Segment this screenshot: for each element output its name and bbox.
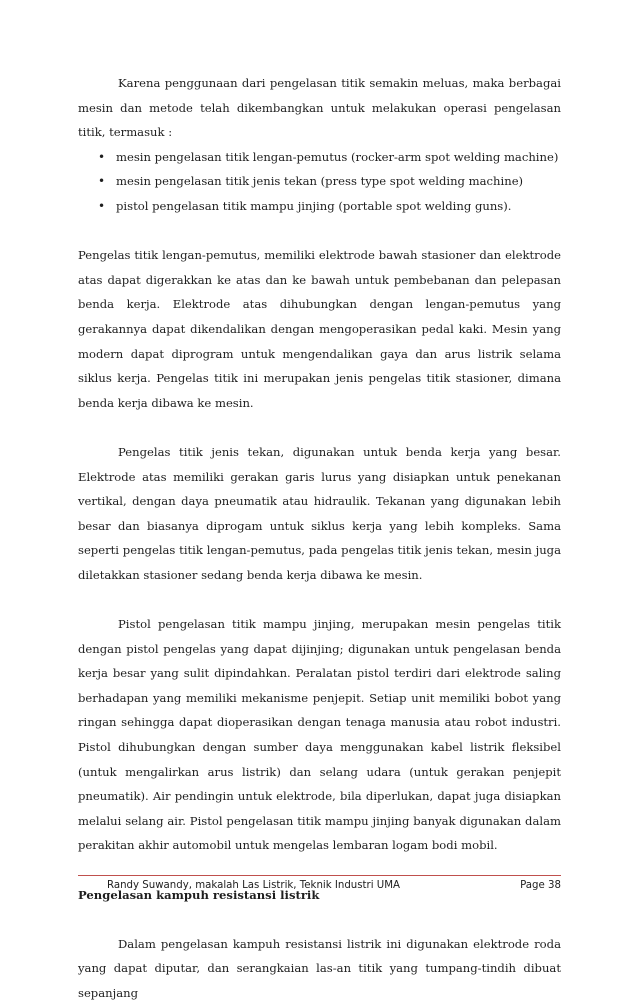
spacer <box>78 907 561 932</box>
list-item <box>78 169 561 194</box>
paragraph-intro: Karena penggunaan dari pengelasan titik semakin meluas, maka berbagai mesin dan metode telah dikembangkan untuk melakukan operasi pengelasan titik, termasuk : <box>78 76 561 140</box>
page-content <box>78 71 561 1006</box>
page-footer <box>78 880 561 896</box>
spacer <box>78 858 561 883</box>
paragraph-portable-gun: Pistol pengelasan titik mampu jinjing, merupakan mesin pengelas titik dengan pistol pengelas yang dapat dijinjing; digunakan untuk pengelasan benda kerja besar yang sulit dipindahkan. Peralatan pistol terdiri dari elektrode saling berhadapan yang memiliki mekanisme penjepit. Setiap unit memiliki bobot yang ringan sehingga dapat dioperasikan dengan tenaga manusia atau robot industri. Pistol dihubungkan dengan sumber daya menggunakan kabel listrik fleksibel (untuk mengalirkan arus listrik) dan selang udara (untuk gerakan penjepit pneumatik). Air pendingin untuk elektrode, bila diperlukan, dapat juga disiapkan melalui selang air. Pistol pengelasan titik mampu jinjing banyak digunakan dalam perakitan akhir automobil untuk mengelas lembaran logam bodi mobil. <box>78 617 561 853</box>
bullet-icon: • <box>98 149 106 164</box>
spacer <box>78 587 561 612</box>
paragraph-seam-welding: Dalam pengelasan kampuh resistansi listrik ini digunakan elektrode roda yang dapat diputar, dan serangkaian las-an titik yang tumpang-tindih dibuat sepanjang <box>78 936 561 1000</box>
list-item-text: pistol pengelasan titik mampu jinjing (portable spot welding guns). <box>116 198 512 213</box>
list-item-text: mesin pengelasan titik lengan-pemutus (rocker-arm spot welding machine) <box>116 149 559 164</box>
section-heading: Pengelasan kampuh resistansi listrik <box>78 887 320 902</box>
page-number: Page 38 <box>520 880 561 891</box>
bullet-icon: • <box>98 174 106 189</box>
bullet-list <box>78 145 561 219</box>
footer-rule <box>78 875 561 876</box>
spacer <box>78 415 561 440</box>
footer-author: Randy Suwandy, makalah Las Listrik, Teknik Industri UMA <box>107 880 401 891</box>
list-item <box>78 145 561 170</box>
bullet-icon: • <box>98 198 106 213</box>
paragraph-press-type: Pengelas titik jenis tekan, digunakan untuk benda kerja yang besar. Elektrode atas memiliki gerakan garis lurus yang disiapkan untuk penekanan vertikal, dengan daya pneumatik atau hidraulik. Tekanan yang digunakan lebih besar dan biasanya diprogam untuk siklus kerja yang lebih kompleks. Sama seperti pengelas titik lengan-pemutus, pada pengelas titik jenis tekan, mesin juga diletakkan stasioner sedang benda kerja dibawa ke mesin. <box>78 444 561 582</box>
list-item-text: mesin pengelasan titik jenis tekan (press type spot welding machine) <box>116 174 524 189</box>
list-item <box>78 194 561 219</box>
paragraph-rocker-arm: Pengelas titik lengan-pemutus, memiliki elektrode bawah stasioner dan elektrode atas dapat digerakkan ke atas dan ke bawah untuk pembebanan dan pelepasan benda kerja. Elektrode atas dihubungkan dengan lengan-pemutus yang gerakannya dapat dikendalikan dengan mengoperasikan pedal kaki. Mesin yang modern dapat diprogram untuk mengendalikan gaya dan arus listrik selama siklus kerja. Pengelas titik ini merupakan jenis pengelas titik stasioner, dimana benda kerja dibawa ke mesin. <box>78 248 561 410</box>
spacer <box>78 219 561 244</box>
